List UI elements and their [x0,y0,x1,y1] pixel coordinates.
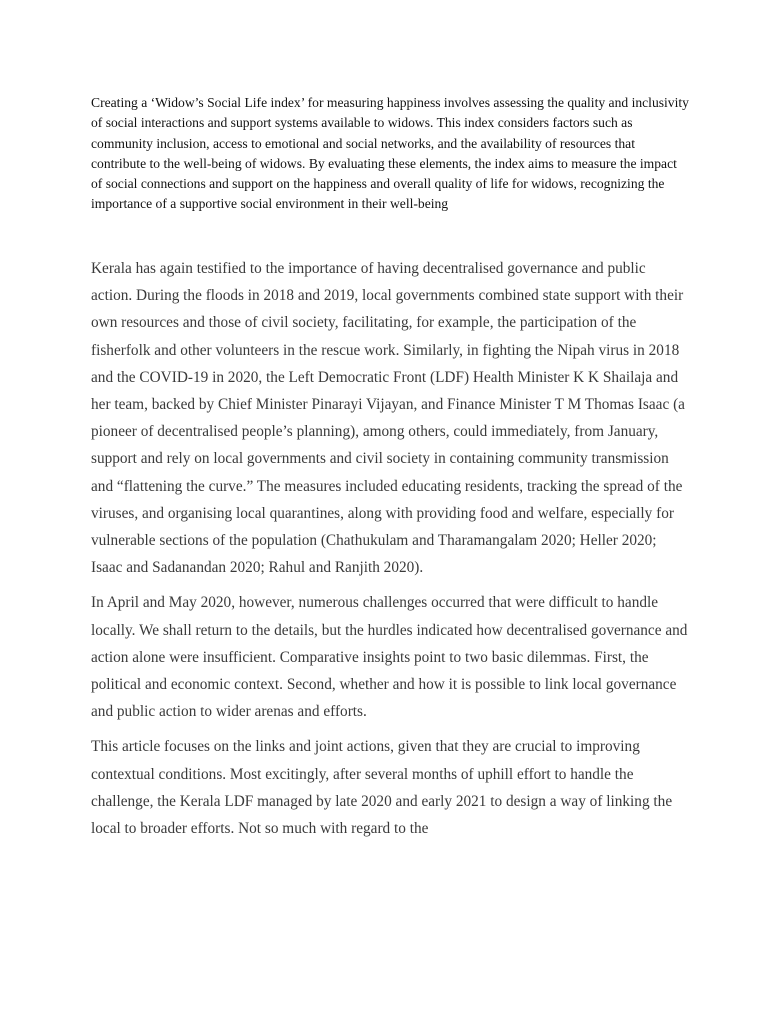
intro-paragraph: Creating a ‘Widow’s Social Life index’ for measuring happiness involves assessing the quality and inclusivity of social interactions and support systems available to widows. This index considers factors such as community inclusion, access to emotional and social networks, and the availability of resources that contribute to the well-being of widows. By evaluating these elements, the index aims to measure the impact of social connections and support on the happiness and overall quality of life for widows, recognizing the importance of a supportive social environment in their well-being [91,95,689,212]
body-paragraph-3: This article focuses on the links and joint actions, given that they are crucial to improving contextual conditions. Most excitingly, after several months of uphill effort to handle the challenge, the Kerala LDF managed by late 2020 and early 2021 to design a way of linking the local to broader efforts. Not so much with regard to the [91,738,673,838]
body-paragraph-2: In April and May 2020, however, numerous challenges occurred that were difficult to handle locally. We shall return to the details, but the hurdles indicated how decentralised governance and action alone were insufficient. Comparative insights point to two basic dilemmas. First, the political and economic context. Second, whether and how it is possible to link local governance and public action to wider arenas and efforts. [91,594,688,721]
article-body [91,255,689,850]
body-paragraph-1: Kerala has again testified to the importance of having decentralised governance and public action. During the floods in 2018 and 2019, local governments combined state support with their own resources and those of civil society, facilitating, for example, the participation of the fisherfolk and other volunteers in the rescue work. Similarly, in fighting the Nipah virus in 2018 and the COVID-19 in 2020, the Left Democratic Front (LDF) Health Minister K K Shailaja and her team, backed by Chief Minister Pinarayi Vijayan, and Finance Minister T M Thomas Isaac (a pioneer of decentralised people’s planning), among others, could immediately, from January, support and rely on local governments and civil society in containing community transmission and “flattening the curve.” The measures included educating residents, tracking the spread of the viruses, and organising local quarantines, along with providing food and welfare, especially for vulnerable sections of the population (Chathukulam and Tharamangalam 2020; Heller 2020; Isaac and Sadanandan 2020; Rahul and Ranjith 2020). [91,260,685,577]
